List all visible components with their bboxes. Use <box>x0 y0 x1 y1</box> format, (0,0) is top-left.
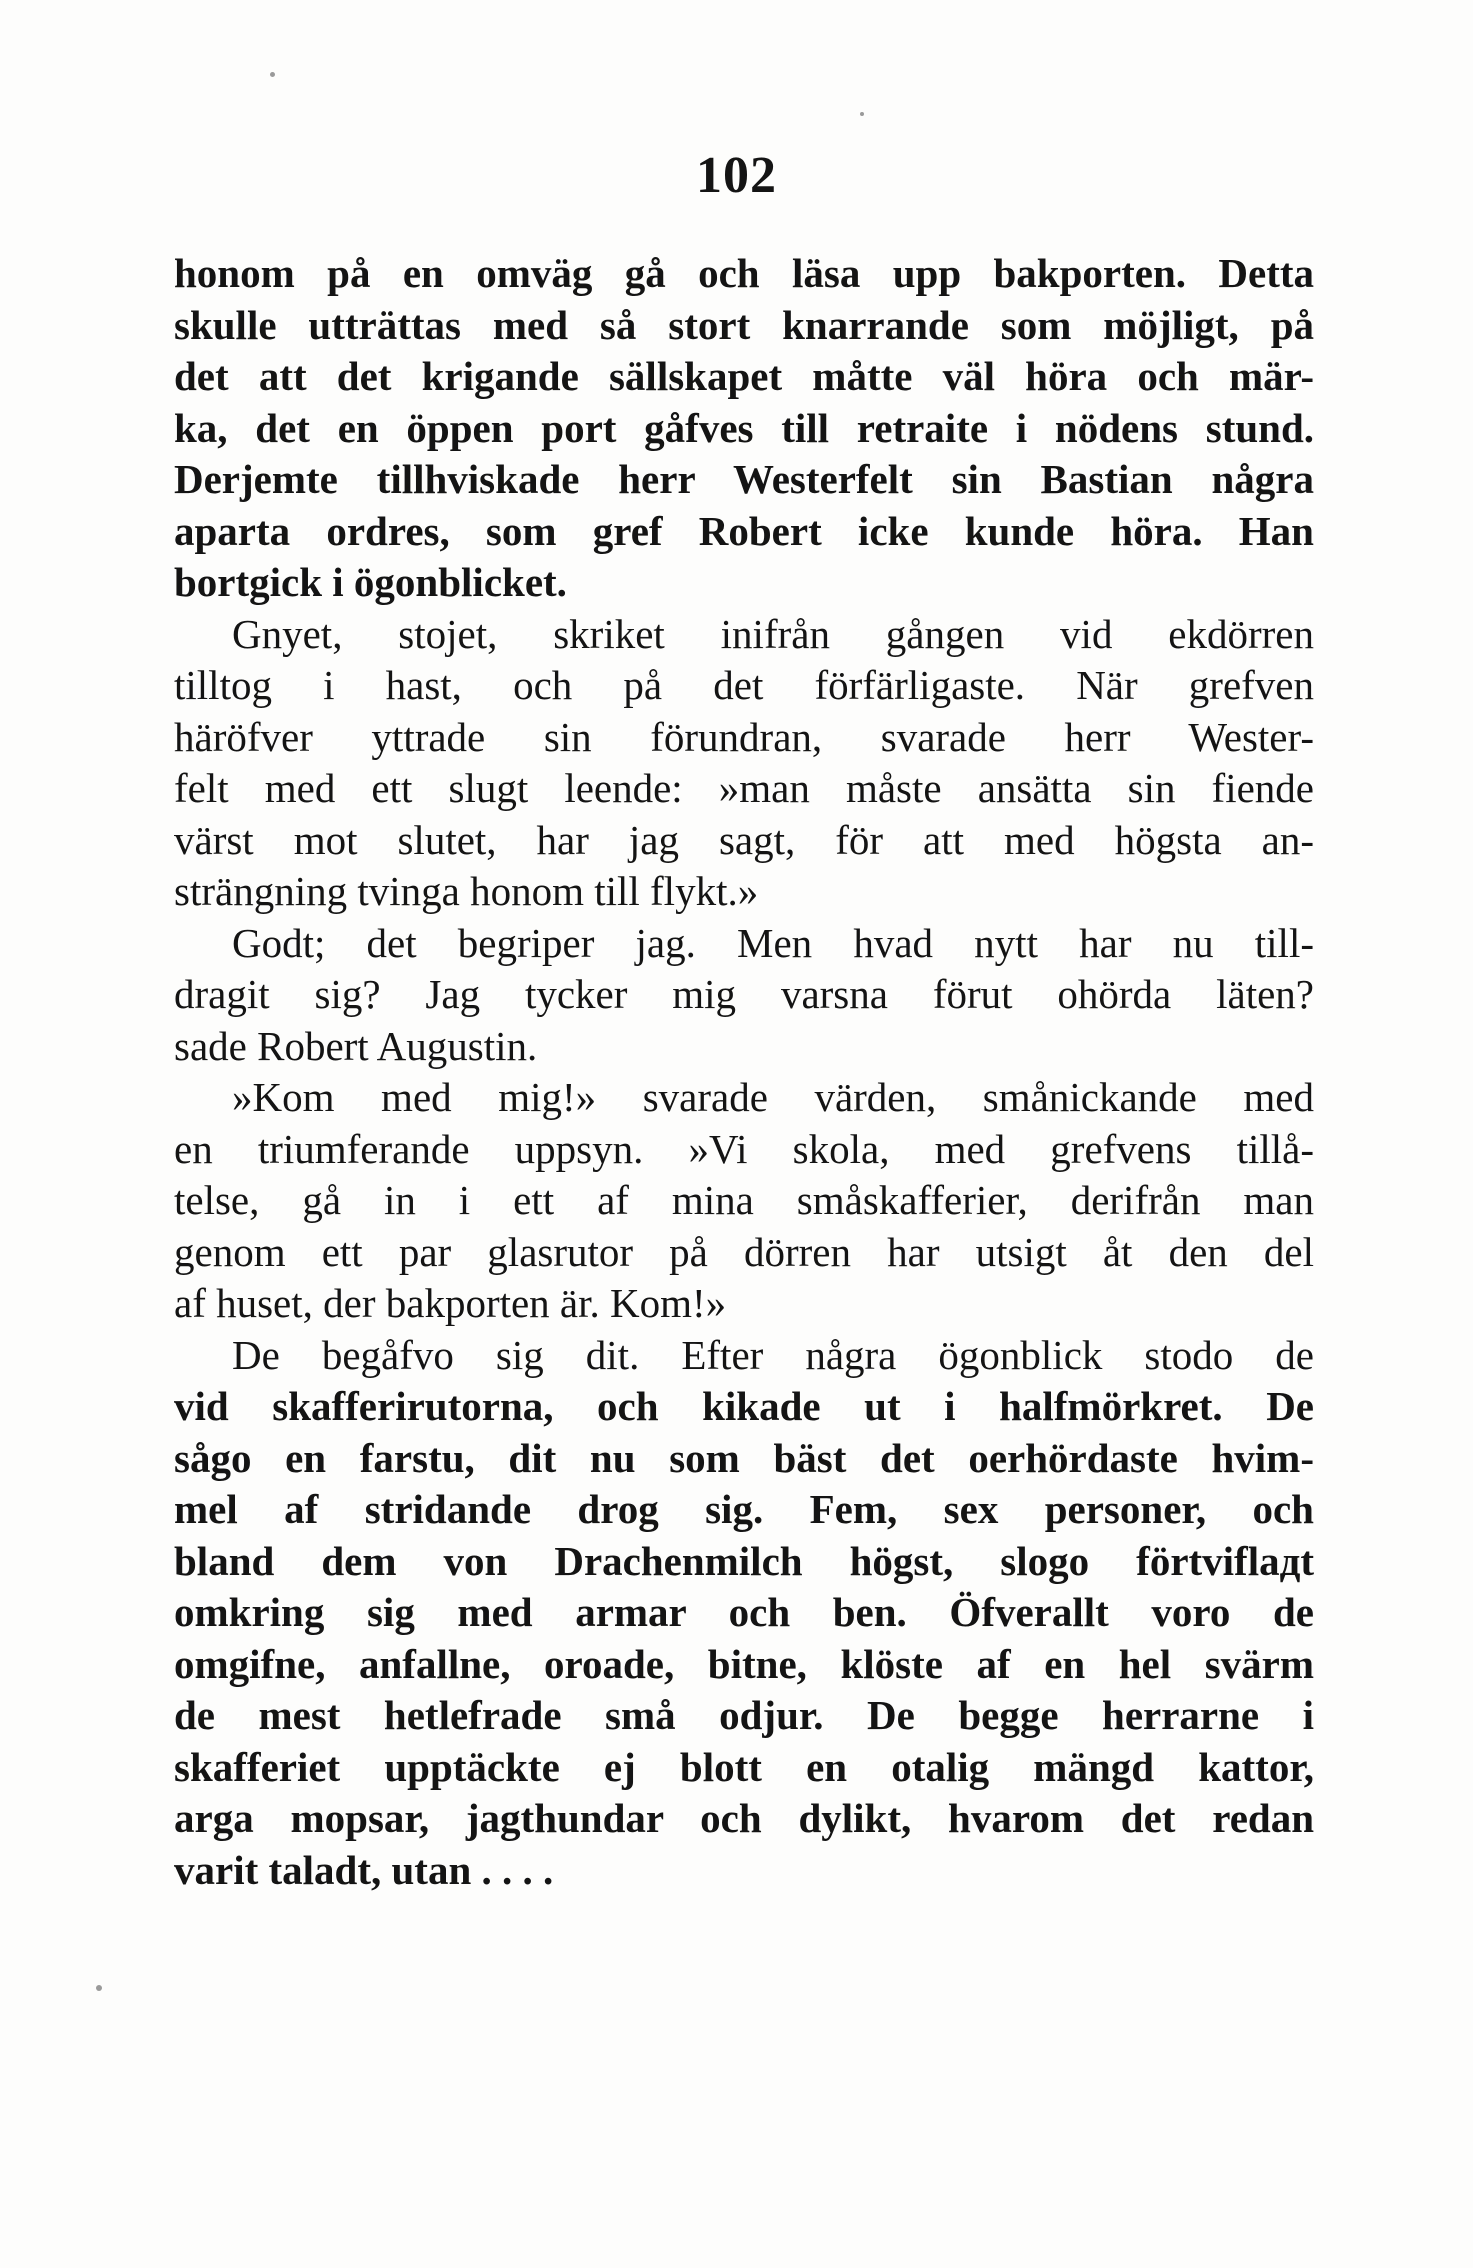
text-line: »Kom med mig!» svarade värden, smånickande med <box>232 1074 1314 1120</box>
text-line: honom på en omväg gå och läsa upp bakporten. Detta <box>174 250 1314 296</box>
print-speck <box>860 112 864 116</box>
text-line: skafferiet upptäckte ej blott en otalig mängd kattor, <box>174 1743 1314 1790</box>
text-line: omgifne, anfallne, oroade, bitne, klöste af en hel svärm <box>174 1640 1314 1687</box>
text-line: telse, gå in i ett af mina småskafferier, derifrån man <box>174 1177 1314 1223</box>
text-line: felt med ett slugt leende: »man måste ansätta sin fiende <box>174 765 1314 811</box>
print-speck <box>96 1985 102 1991</box>
text-line: genom ett par glasrutor på dörren har utsigt åt den del <box>174 1228 1314 1275</box>
text-line: mel af stridande drog sig. Fem, sex personer, och <box>174 1486 1314 1532</box>
page-number: 102 <box>696 147 777 204</box>
text-line: bland dem von Drachenmilch högst, slogo förtviflадt <box>174 1537 1314 1584</box>
text-line: sågo en farstu, dit nu som bäst det oerhördaste hvim- <box>174 1434 1314 1481</box>
text-line: Derjemte tillhviskade herr Westerfelt sin Bastian några <box>174 456 1314 502</box>
text-line: bortgick i ögonblicket. <box>174 559 567 605</box>
text-line: dragit sig? Jag tycker mig varsna förut ohörda läten? <box>174 971 1314 1017</box>
text-line: skulle utträttas med så stort knarrande som möjligt, på <box>174 301 1314 348</box>
text-line: sade Robert Augustin. <box>174 1022 538 1069</box>
print-speck <box>270 72 275 77</box>
text-line: aparta ordres, som gref Robert icke kunde höra. Han <box>174 507 1314 554</box>
text-line: omkring sig med armar och ben. Öfverallt voro de <box>174 1589 1314 1635</box>
text-line: varit taladt, utan . . . . <box>174 1846 554 1893</box>
text-line: värst mot slutet, har jag sagt, för att med högsta an- <box>174 816 1314 863</box>
body-text <box>174 248 1314 1896</box>
text-line: vid skafferirutorna, och kikade ut i halfmörkret. De <box>174 1383 1314 1429</box>
text-line: en triumferande uppsyn. »Vi skola, med grefvens tillå- <box>174 1125 1314 1172</box>
text-line: det att det krigande sällskapet måtte väl höra och mär- <box>174 353 1314 399</box>
text-line: de mest hetlefrade små odjur. De begge herrarne i <box>174 1692 1314 1738</box>
text-line: De begåfvo sig dit. Efter några ögonblick stodo de <box>232 1331 1314 1378</box>
text-line: Godt; det begriper jag. Men hvad nytt har nu till- <box>232 919 1314 966</box>
text-line: Gnyet, stojet, skriket inifrån gången vid ekdörren <box>232 610 1314 657</box>
text-line: häröfver yttrade sin förundran, svarade herr Wester- <box>174 713 1314 760</box>
text-line: strängning tvinga honom till flykt.» <box>174 868 759 914</box>
text-line: af huset, der bakporten är. Kom!» <box>174 1280 727 1326</box>
text-line: tilltog i hast, och på det förfärligaste. När grefven <box>174 662 1314 708</box>
text-line: arga mopsar, jagthundar och dylikt, hvarom det redan <box>174 1795 1314 1841</box>
text-line: ka, det en öppen port gåfves till retraite i nödens stund. <box>174 404 1314 451</box>
